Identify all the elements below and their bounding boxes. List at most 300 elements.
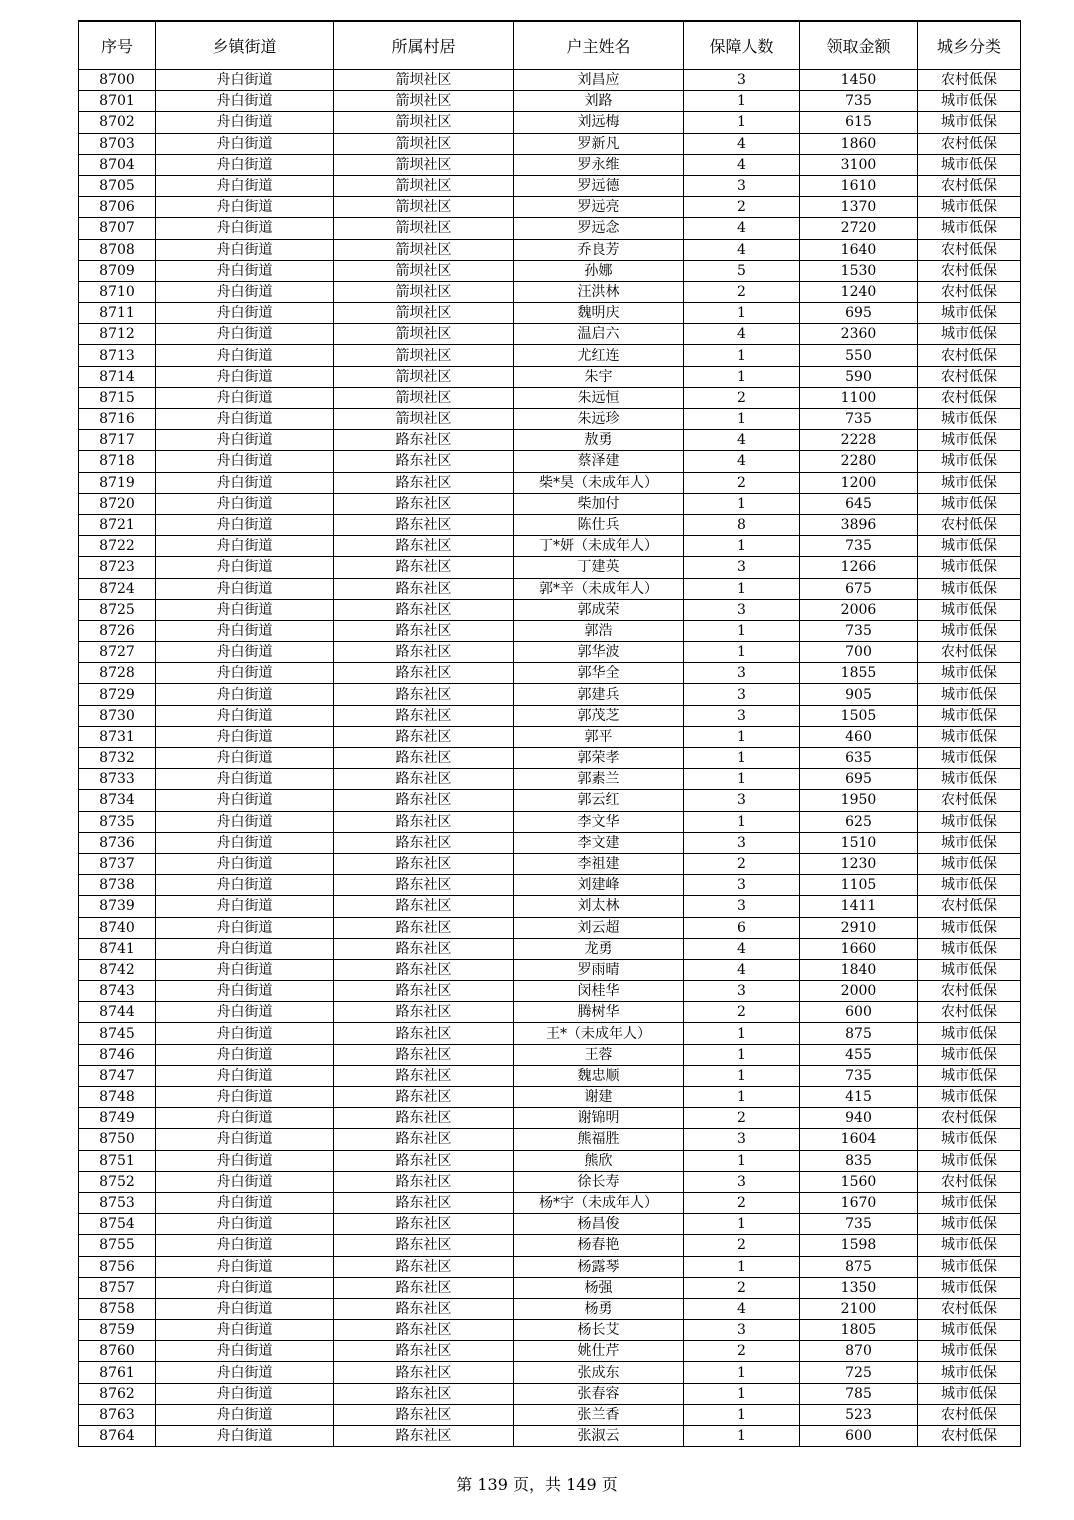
cell-village: 路东社区 — [334, 1129, 514, 1150]
cell-township: 舟白街道 — [156, 917, 334, 938]
cell-township: 舟白街道 — [156, 959, 334, 980]
cell-township: 舟白街道 — [156, 811, 334, 832]
cell-amount: 2360 — [800, 324, 918, 345]
cell-serial-number: 8756 — [79, 1256, 156, 1277]
cell-category: 城市低保 — [918, 1383, 1021, 1404]
cell-township: 舟白街道 — [156, 1023, 334, 1044]
cell-householder-name: 郭建兵 — [514, 684, 684, 705]
cell-householder-name: 熊福胜 — [514, 1129, 684, 1150]
cell-amount: 1105 — [800, 875, 918, 896]
cell-category: 城市低保 — [918, 324, 1021, 345]
cell-category: 城市低保 — [918, 1023, 1021, 1044]
cell-persons-covered: 8 — [684, 514, 800, 535]
table-row — [79, 832, 1021, 853]
cell-householder-name: 张淑云 — [514, 1426, 684, 1447]
cell-village: 箭坝社区 — [334, 387, 514, 408]
cell-serial-number: 8753 — [79, 1192, 156, 1213]
cell-township: 舟白街道 — [156, 175, 334, 196]
table-row — [79, 1298, 1021, 1319]
cell-township: 舟白街道 — [156, 1277, 334, 1298]
cell-persons-covered: 1 — [684, 1087, 800, 1108]
cell-township: 舟白街道 — [156, 790, 334, 811]
header-urban-rural-category: 城乡分类 — [918, 21, 1021, 70]
cell-village: 路东社区 — [334, 1320, 514, 1341]
table-row — [79, 705, 1021, 726]
table-row — [79, 260, 1021, 281]
cell-category: 农村低保 — [918, 260, 1021, 281]
table-row — [79, 959, 1021, 980]
table-row — [79, 472, 1021, 493]
cell-category: 城市低保 — [918, 705, 1021, 726]
cell-serial-number: 8737 — [79, 853, 156, 874]
cell-village: 路东社区 — [334, 938, 514, 959]
cell-householder-name: 杨长艾 — [514, 1320, 684, 1341]
cell-persons-covered: 4 — [684, 959, 800, 980]
cell-householder-name: 汪洪林 — [514, 281, 684, 302]
cell-serial-number: 8749 — [79, 1108, 156, 1129]
cell-persons-covered: 1 — [684, 1426, 800, 1447]
cell-amount: 905 — [800, 684, 918, 705]
cell-serial-number: 8758 — [79, 1298, 156, 1319]
cell-serial-number: 8727 — [79, 642, 156, 663]
cell-amount: 675 — [800, 578, 918, 599]
cell-serial-number: 8742 — [79, 959, 156, 980]
cell-serial-number: 8743 — [79, 981, 156, 1002]
cell-amount: 2280 — [800, 451, 918, 472]
table-row — [79, 112, 1021, 133]
table-row — [79, 324, 1021, 345]
cell-persons-covered: 3 — [684, 557, 800, 578]
table-row — [79, 345, 1021, 366]
cell-category: 城市低保 — [918, 599, 1021, 620]
cell-persons-covered: 1 — [684, 1256, 800, 1277]
cell-serial-number: 8731 — [79, 726, 156, 747]
cell-householder-name: 刘云超 — [514, 917, 684, 938]
table-row — [79, 896, 1021, 917]
cell-village: 路东社区 — [334, 1108, 514, 1129]
cell-persons-covered: 2 — [684, 1277, 800, 1298]
cell-category: 农村低保 — [918, 1426, 1021, 1447]
cell-serial-number: 8734 — [79, 790, 156, 811]
cell-township: 舟白街道 — [156, 853, 334, 874]
cell-category: 城市低保 — [918, 832, 1021, 853]
cell-persons-covered: 4 — [684, 1298, 800, 1319]
table-row — [79, 726, 1021, 747]
cell-serial-number: 8746 — [79, 1044, 156, 1065]
cell-village: 箭坝社区 — [334, 197, 514, 218]
cell-township: 舟白街道 — [156, 1192, 334, 1213]
cell-category: 城市低保 — [918, 1087, 1021, 1108]
cell-persons-covered: 3 — [684, 896, 800, 917]
cell-township: 舟白街道 — [156, 599, 334, 620]
cell-amount: 1266 — [800, 557, 918, 578]
cell-township: 舟白街道 — [156, 726, 334, 747]
cell-householder-name: 张成东 — [514, 1362, 684, 1383]
cell-village: 路东社区 — [334, 514, 514, 535]
cell-amount: 735 — [800, 91, 918, 112]
cell-persons-covered: 2 — [684, 1192, 800, 1213]
cell-township: 舟白街道 — [156, 1129, 334, 1150]
cell-village: 路东社区 — [334, 451, 514, 472]
benefits-table — [78, 20, 1021, 1447]
cell-township: 舟白街道 — [156, 663, 334, 684]
cell-amount: 1240 — [800, 281, 918, 302]
cell-village: 路东社区 — [334, 1087, 514, 1108]
cell-persons-covered: 1 — [684, 620, 800, 641]
cell-householder-name: 刘路 — [514, 91, 684, 112]
cell-householder-name: 杨春艳 — [514, 1235, 684, 1256]
cell-persons-covered: 1 — [684, 493, 800, 514]
cell-serial-number: 8714 — [79, 366, 156, 387]
cell-amount: 940 — [800, 1108, 918, 1129]
cell-serial-number: 8757 — [79, 1277, 156, 1298]
cell-persons-covered: 1 — [684, 536, 800, 557]
cell-serial-number: 8708 — [79, 239, 156, 260]
cell-village: 路东社区 — [334, 1002, 514, 1023]
cell-householder-name: 乔良芳 — [514, 239, 684, 260]
cell-amount: 735 — [800, 409, 918, 430]
cell-householder-name: 王*（未成年人） — [514, 1023, 684, 1044]
cell-township: 舟白街道 — [156, 1362, 334, 1383]
cell-category: 城市低保 — [918, 726, 1021, 747]
header-householder-name: 户主姓名 — [514, 21, 684, 70]
cell-village: 路东社区 — [334, 726, 514, 747]
cell-serial-number: 8750 — [79, 1129, 156, 1150]
table-row — [79, 748, 1021, 769]
cell-householder-name: 朱宇 — [514, 366, 684, 387]
cell-serial-number: 8741 — [79, 938, 156, 959]
cell-amount: 1230 — [800, 853, 918, 874]
cell-serial-number: 8719 — [79, 472, 156, 493]
cell-householder-name: 丁建英 — [514, 557, 684, 578]
cell-category: 城市低保 — [918, 959, 1021, 980]
data-table-container — [78, 20, 1020, 1447]
cell-serial-number: 8716 — [79, 409, 156, 430]
cell-householder-name: 郭*辛（未成年人） — [514, 578, 684, 599]
cell-category: 城市低保 — [918, 917, 1021, 938]
cell-village: 路东社区 — [334, 748, 514, 769]
cell-persons-covered: 4 — [684, 938, 800, 959]
cell-serial-number: 8703 — [79, 133, 156, 154]
cell-householder-name: 杨昌俊 — [514, 1214, 684, 1235]
cell-serial-number: 8762 — [79, 1383, 156, 1404]
table-row — [79, 811, 1021, 832]
cell-township: 舟白街道 — [156, 578, 334, 599]
cell-serial-number: 8713 — [79, 345, 156, 366]
cell-village: 路东社区 — [334, 1150, 514, 1171]
cell-township: 舟白街道 — [156, 620, 334, 641]
cell-persons-covered: 1 — [684, 1214, 800, 1235]
cell-serial-number: 8744 — [79, 1002, 156, 1023]
cell-amount: 1370 — [800, 197, 918, 218]
cell-householder-name: 陈仕兵 — [514, 514, 684, 535]
table-row — [79, 366, 1021, 387]
table-row — [79, 91, 1021, 112]
cell-amount: 600 — [800, 1426, 918, 1447]
table-row — [79, 620, 1021, 641]
cell-serial-number: 8763 — [79, 1404, 156, 1425]
cell-township: 舟白街道 — [156, 112, 334, 133]
cell-township: 舟白街道 — [156, 1065, 334, 1086]
cell-village: 路东社区 — [334, 557, 514, 578]
cell-township: 舟白街道 — [156, 260, 334, 281]
cell-persons-covered: 4 — [684, 133, 800, 154]
cell-category: 农村低保 — [918, 790, 1021, 811]
cell-serial-number: 8740 — [79, 917, 156, 938]
cell-category: 城市低保 — [918, 1320, 1021, 1341]
table-row — [79, 239, 1021, 260]
table-row — [79, 1214, 1021, 1235]
cell-householder-name: 李文华 — [514, 811, 684, 832]
cell-amount: 1805 — [800, 1320, 918, 1341]
cell-serial-number: 8715 — [79, 387, 156, 408]
cell-persons-covered: 1 — [684, 1065, 800, 1086]
cell-village: 路东社区 — [334, 1298, 514, 1319]
table-row — [79, 218, 1021, 239]
cell-category: 城市低保 — [918, 769, 1021, 790]
cell-persons-covered: 3 — [684, 1320, 800, 1341]
cell-township: 舟白街道 — [156, 1404, 334, 1425]
cell-category: 农村低保 — [918, 514, 1021, 535]
cell-serial-number: 8724 — [79, 578, 156, 599]
cell-persons-covered: 3 — [684, 175, 800, 196]
cell-village: 箭坝社区 — [334, 260, 514, 281]
cell-village: 路东社区 — [334, 1235, 514, 1256]
cell-householder-name: 魏忠顺 — [514, 1065, 684, 1086]
cell-village: 路东社区 — [334, 1256, 514, 1277]
cell-amount: 1505 — [800, 705, 918, 726]
cell-householder-name: 徐长寿 — [514, 1171, 684, 1192]
cell-householder-name: 王蓉 — [514, 1044, 684, 1065]
cell-category: 城市低保 — [918, 1150, 1021, 1171]
cell-serial-number: 8710 — [79, 281, 156, 302]
cell-category: 城市低保 — [918, 663, 1021, 684]
cell-householder-name: 腾树华 — [514, 1002, 684, 1023]
cell-householder-name: 杨露琴 — [514, 1256, 684, 1277]
cell-amount: 1860 — [800, 133, 918, 154]
cell-persons-covered: 4 — [684, 430, 800, 451]
cell-householder-name: 熊欣 — [514, 1150, 684, 1171]
cell-amount: 695 — [800, 303, 918, 324]
table-row — [79, 1023, 1021, 1044]
cell-village: 路东社区 — [334, 790, 514, 811]
cell-persons-covered: 2 — [684, 1341, 800, 1362]
cell-village: 路东社区 — [334, 811, 514, 832]
table-row — [79, 1192, 1021, 1213]
table-row — [79, 917, 1021, 938]
cell-category: 农村低保 — [918, 1404, 1021, 1425]
cell-amount: 725 — [800, 1362, 918, 1383]
cell-township: 舟白街道 — [156, 472, 334, 493]
cell-householder-name: 李文建 — [514, 832, 684, 853]
cell-township: 舟白街道 — [156, 1087, 334, 1108]
cell-householder-name: 尤红连 — [514, 345, 684, 366]
cell-township: 舟白街道 — [156, 281, 334, 302]
table-row — [79, 1235, 1021, 1256]
cell-category: 城市低保 — [918, 1235, 1021, 1256]
cell-persons-covered: 4 — [684, 218, 800, 239]
cell-persons-covered: 3 — [684, 981, 800, 1002]
cell-village: 路东社区 — [334, 917, 514, 938]
cell-persons-covered: 1 — [684, 769, 800, 790]
cell-serial-number: 8755 — [79, 1235, 156, 1256]
cell-village: 路东社区 — [334, 684, 514, 705]
cell-householder-name: 蔡泽建 — [514, 451, 684, 472]
cell-persons-covered: 1 — [684, 1150, 800, 1171]
cell-householder-name: 罗远念 — [514, 218, 684, 239]
cell-amount: 2100 — [800, 1298, 918, 1319]
cell-amount: 735 — [800, 1214, 918, 1235]
cell-amount: 600 — [800, 1002, 918, 1023]
cell-village: 路东社区 — [334, 853, 514, 874]
cell-householder-name: 罗远德 — [514, 175, 684, 196]
cell-amount: 635 — [800, 748, 918, 769]
cell-township: 舟白街道 — [156, 133, 334, 154]
cell-persons-covered: 2 — [684, 853, 800, 874]
cell-householder-name: 张兰香 — [514, 1404, 684, 1425]
cell-householder-name: 柴加付 — [514, 493, 684, 514]
cell-serial-number: 8748 — [79, 1087, 156, 1108]
cell-amount: 550 — [800, 345, 918, 366]
table-row — [79, 1256, 1021, 1277]
cell-category: 农村低保 — [918, 1171, 1021, 1192]
table-row — [79, 938, 1021, 959]
cell-village: 路东社区 — [334, 1341, 514, 1362]
cell-category: 城市低保 — [918, 409, 1021, 430]
cell-township: 舟白街道 — [156, 324, 334, 345]
cell-serial-number: 8712 — [79, 324, 156, 345]
table-row — [79, 303, 1021, 324]
cell-persons-covered: 4 — [684, 239, 800, 260]
table-row — [79, 197, 1021, 218]
cell-persons-covered: 1 — [684, 303, 800, 324]
cell-persons-covered: 3 — [684, 790, 800, 811]
cell-amount: 1598 — [800, 1235, 918, 1256]
cell-householder-name: 刘昌应 — [514, 70, 684, 91]
cell-village: 箭坝社区 — [334, 324, 514, 345]
cell-persons-covered: 2 — [684, 387, 800, 408]
cell-persons-covered: 3 — [684, 832, 800, 853]
cell-village: 箭坝社区 — [334, 91, 514, 112]
cell-amount: 2006 — [800, 599, 918, 620]
cell-amount: 1411 — [800, 896, 918, 917]
cell-amount: 1100 — [800, 387, 918, 408]
cell-category: 城市低保 — [918, 1192, 1021, 1213]
table-row — [79, 1150, 1021, 1171]
cell-township: 舟白街道 — [156, 197, 334, 218]
cell-householder-name: 郭浩 — [514, 620, 684, 641]
cell-village: 路东社区 — [334, 430, 514, 451]
cell-township: 舟白街道 — [156, 1235, 334, 1256]
cell-persons-covered: 2 — [684, 1002, 800, 1023]
cell-persons-covered: 5 — [684, 260, 800, 281]
cell-township: 舟白街道 — [156, 1320, 334, 1341]
cell-village: 路东社区 — [334, 959, 514, 980]
cell-township: 舟白街道 — [156, 684, 334, 705]
cell-serial-number: 8702 — [79, 112, 156, 133]
table-row — [79, 493, 1021, 514]
cell-village: 路东社区 — [334, 1171, 514, 1192]
cell-township: 舟白街道 — [156, 769, 334, 790]
table-row — [79, 1426, 1021, 1447]
cell-serial-number: 8711 — [79, 303, 156, 324]
cell-township: 舟白街道 — [156, 832, 334, 853]
cell-category: 城市低保 — [918, 1065, 1021, 1086]
cell-householder-name: 张春容 — [514, 1383, 684, 1404]
cell-householder-name: 刘远梅 — [514, 112, 684, 133]
cell-serial-number: 8701 — [79, 91, 156, 112]
cell-serial-number: 8718 — [79, 451, 156, 472]
cell-village: 路东社区 — [334, 1065, 514, 1086]
cell-serial-number: 8751 — [79, 1150, 156, 1171]
cell-township: 舟白街道 — [156, 748, 334, 769]
cell-amount: 1950 — [800, 790, 918, 811]
cell-category: 农村低保 — [918, 345, 1021, 366]
table-row — [79, 1341, 1021, 1362]
cell-serial-number: 8707 — [79, 218, 156, 239]
table-row — [79, 1044, 1021, 1065]
table-row — [79, 1087, 1021, 1108]
cell-category: 城市低保 — [918, 938, 1021, 959]
cell-persons-covered: 1 — [684, 578, 800, 599]
cell-category: 城市低保 — [918, 853, 1021, 874]
cell-householder-name: 杨强 — [514, 1277, 684, 1298]
cell-category: 农村低保 — [918, 1298, 1021, 1319]
cell-category: 农村低保 — [918, 981, 1021, 1002]
cell-village: 路东社区 — [334, 981, 514, 1002]
cell-serial-number: 8747 — [79, 1065, 156, 1086]
cell-category: 城市低保 — [918, 154, 1021, 175]
cell-township: 舟白街道 — [156, 345, 334, 366]
cell-village: 路东社区 — [334, 1192, 514, 1213]
cell-category: 城市低保 — [918, 112, 1021, 133]
cell-householder-name: 罗远亮 — [514, 197, 684, 218]
cell-persons-covered: 1 — [684, 642, 800, 663]
cell-amount: 1200 — [800, 472, 918, 493]
cell-village: 路东社区 — [334, 599, 514, 620]
cell-amount: 1610 — [800, 175, 918, 196]
cell-serial-number: 8764 — [79, 1426, 156, 1447]
table-row — [79, 1277, 1021, 1298]
cell-serial-number: 8720 — [79, 493, 156, 514]
table-row — [79, 557, 1021, 578]
cell-amount: 590 — [800, 366, 918, 387]
cell-village: 路东社区 — [334, 769, 514, 790]
cell-householder-name: 杨勇 — [514, 1298, 684, 1319]
cell-village: 路东社区 — [334, 1362, 514, 1383]
cell-serial-number: 8732 — [79, 748, 156, 769]
cell-householder-name: 罗永维 — [514, 154, 684, 175]
cell-category: 农村低保 — [918, 642, 1021, 663]
cell-village: 箭坝社区 — [334, 409, 514, 430]
cell-householder-name: 郭成荣 — [514, 599, 684, 620]
cell-amount: 1840 — [800, 959, 918, 980]
table-row — [79, 133, 1021, 154]
cell-township: 舟白街道 — [156, 1383, 334, 1404]
cell-amount: 3896 — [800, 514, 918, 535]
cell-township: 舟白街道 — [156, 493, 334, 514]
cell-amount: 2910 — [800, 917, 918, 938]
cell-category: 城市低保 — [918, 1214, 1021, 1235]
cell-village: 路东社区 — [334, 620, 514, 641]
cell-category: 农村低保 — [918, 239, 1021, 260]
cell-persons-covered: 1 — [684, 1362, 800, 1383]
table-row — [79, 790, 1021, 811]
table-body — [79, 70, 1021, 1447]
cell-township: 舟白街道 — [156, 239, 334, 260]
cell-township: 舟白街道 — [156, 154, 334, 175]
cell-amount: 415 — [800, 1087, 918, 1108]
